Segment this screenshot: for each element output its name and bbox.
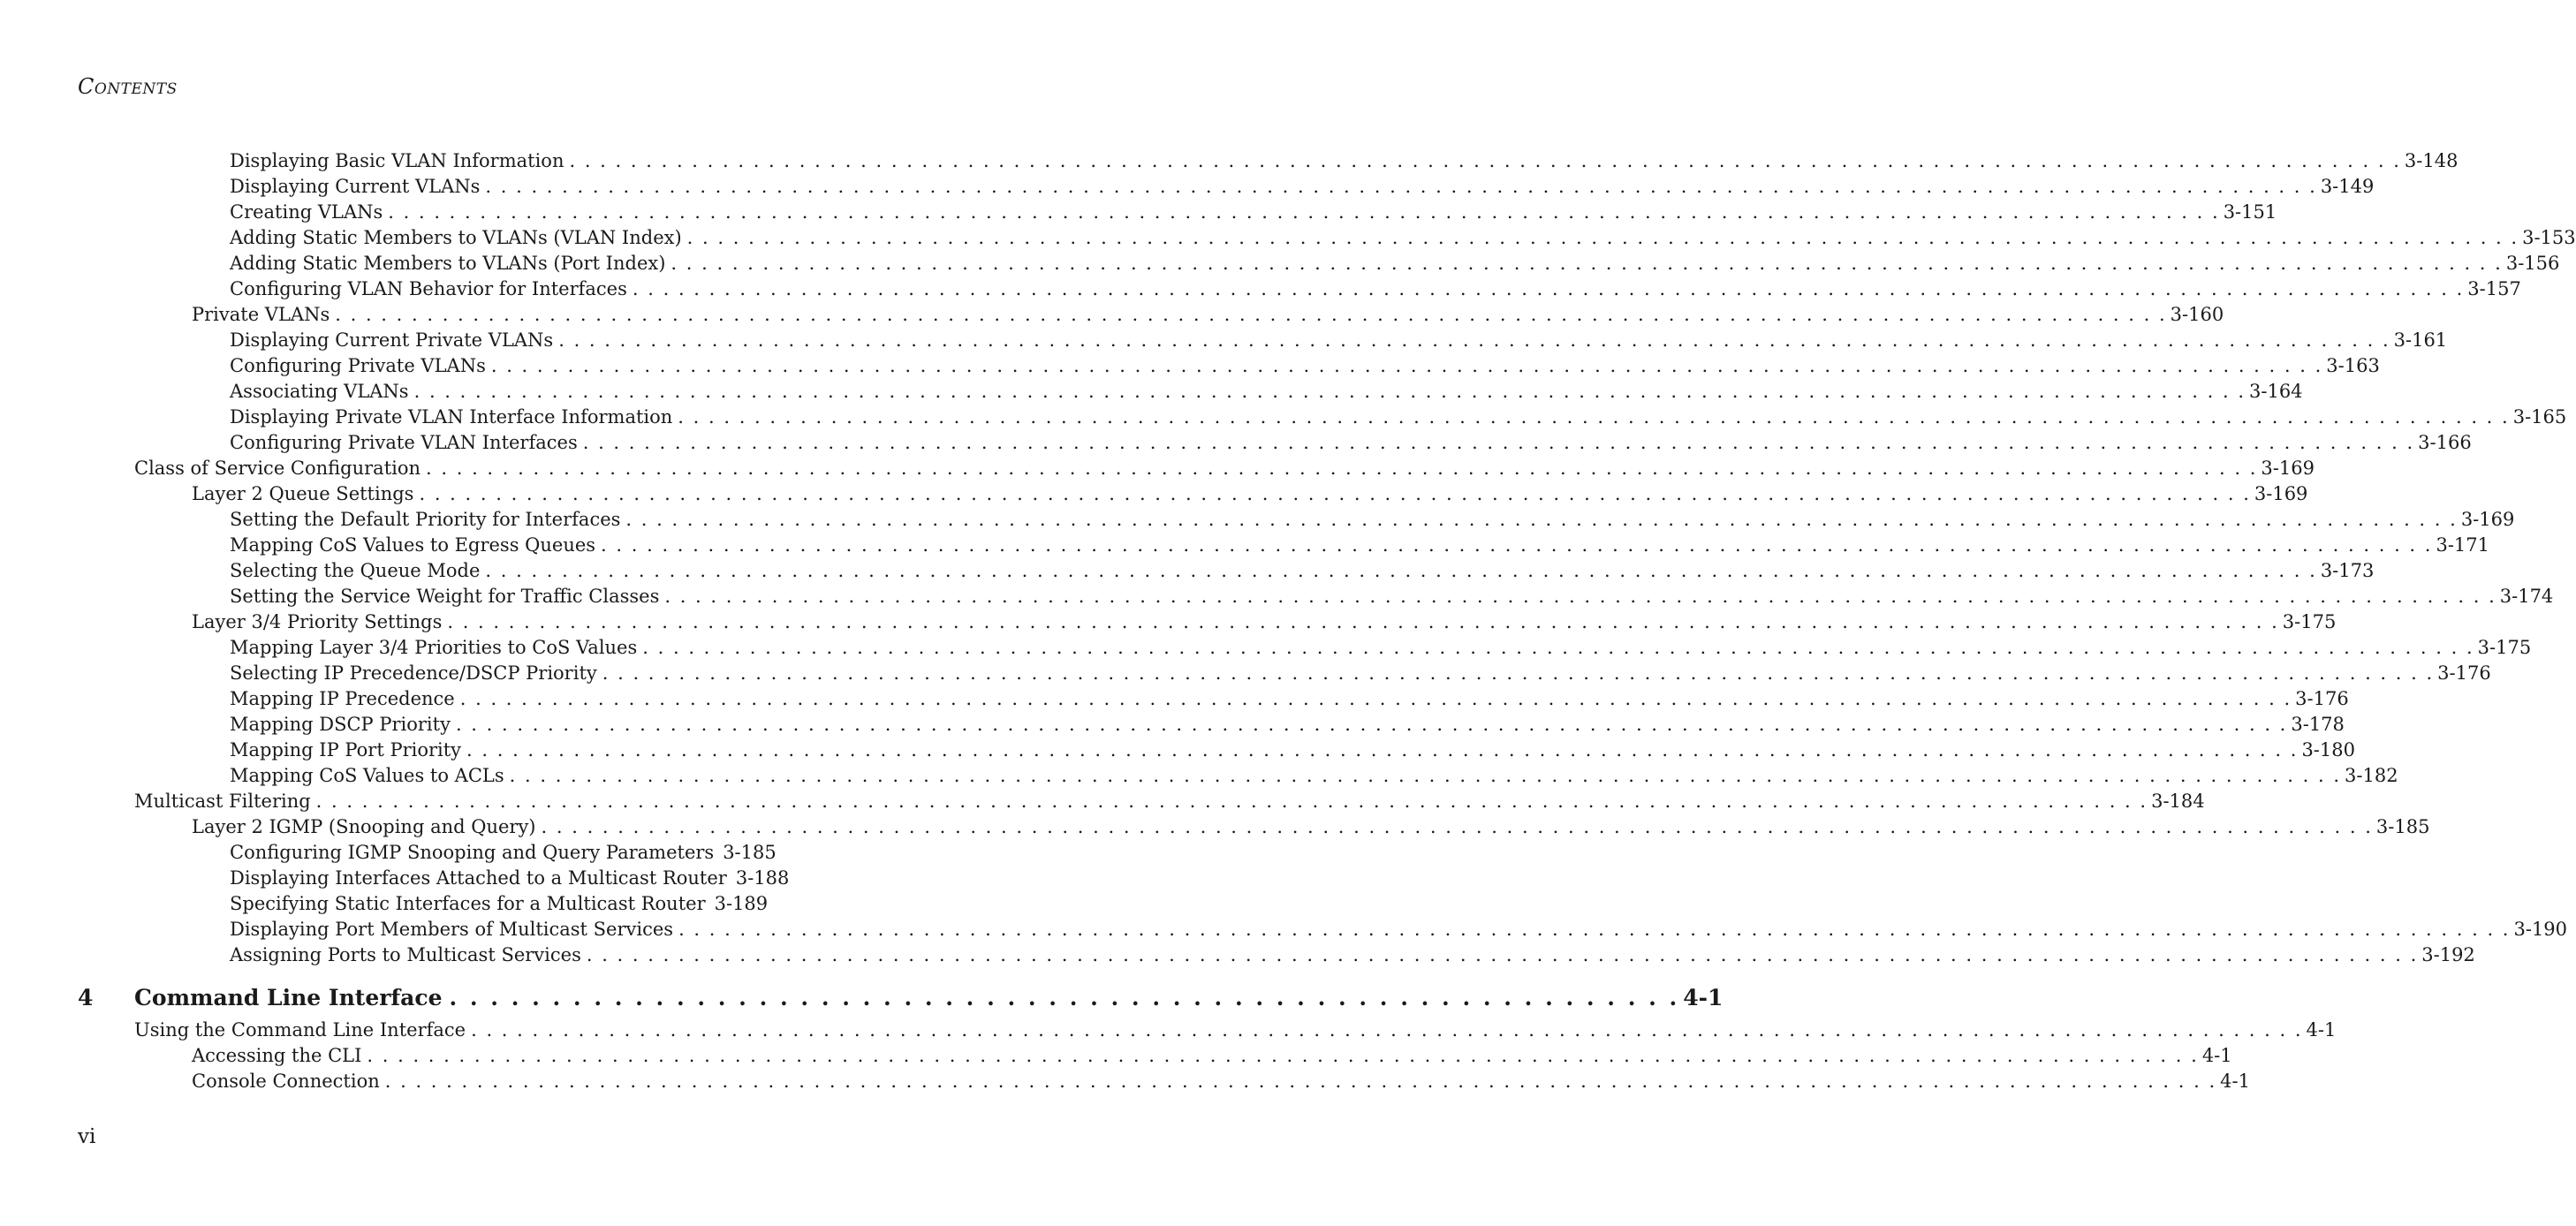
toc-entry[interactable] [192, 302, 2224, 328]
toc-entry[interactable] [192, 814, 2430, 840]
toc-entry-page: 3-169 [2254, 483, 2308, 504]
toc-entry[interactable] [230, 251, 2560, 276]
toc-entry[interactable] [230, 917, 2568, 942]
toc-entry[interactable] [134, 1018, 2337, 1043]
toc-entry-page: 3-173 [2320, 560, 2375, 581]
toc-entry-page: 3-163 [2326, 355, 2380, 376]
leader-dots: . . . . . . . . . . . . . . . . . . . . . . . . . . . . . . . . . . . . . . . . . . . . . . . . . . . . . . . . . . . . . . . . . . . . . . . . . . . . . . . . . . . . . . . . . . . . . . . . . . . . . . . . . . . . . . . . . . . . . . . . [485, 176, 2317, 197]
toc-entry-page: 3-171 [2436, 534, 2489, 556]
toc-entry[interactable] [230, 635, 2532, 661]
toc-entry-title: Layer 2 IGMP (Snooping and Query) [192, 816, 536, 837]
toc-entry-title: Displaying Current VLANs [230, 176, 481, 197]
leader-dots: . . . . . . . . . . . . . . . . . . . . . . . . . . . . . . . . . . . . . . . . . . . . . . . . . . . . . . . . . . . . . . . . . . . . . . . . . . . . . . . . . . . . . . . . . . . . . . . . . . . . . . . . . . . . . . . . . . . . . . . . [459, 688, 2292, 709]
toc-entry-page: 3-148 [2404, 150, 2459, 171]
toc-entry-title: Displaying Basic VLAN Information [230, 150, 564, 171]
leader-dots: . . . . . . . . . . . . . . . . . . . . . . . . . . . . . . . . . . . . . . . . . . . . . . . . . . . . . . . . . . . . . . . . . . . . . . . . . . . . . . . . . . . . . . . . . . . . . . . . . . . . . . . . . . . . . . . . . . . . . . . . [426, 458, 2258, 479]
leader-dots: . . . . . . . . . . . . . . . . . . . . . . . . . . . . . . . . . . . . . . . . . . . . . . . . . . . . . . . . . . . . . . . . . . . . . . . . . . . . . . . . . . . . . . . . . . . . . . . . . . . . . . . . . . . . . . . . . . . . . . . . [466, 739, 2299, 761]
toc-entry[interactable] [230, 891, 769, 917]
toc-entry[interactable] [230, 840, 777, 866]
toc-entry-title: Selecting IP Precedence/DSCP Priority [230, 662, 597, 684]
toc-entry-title: Displaying Current Private VLANs [230, 329, 554, 351]
toc-entry[interactable] [230, 200, 2277, 225]
toc-entry-page: 3-156 [2505, 253, 2560, 274]
leader-dots: . . . . . . . . . . . . . . . . . . . . . . . . . . . . . . . . . . . . . . . . . . . . . . . . . . . . . . . . . . . . . . . . . . . . . . . . . . . . . . . . . . . . . . . . . . . . . . . . . . . . . . . . . . . . . . . . . . . . . . . . [601, 534, 2433, 556]
leader-dots: . . . . . . . . . . . . . . . . . . . . . . . . . . . . . . . . . . . . . . . . . . . . . . . . . . . . . . . . . . . . . . . . . . . . . . . . . . . . . . . . . . . . . . . . . . . . . . . . . . . . . . . . . . . . . . . . . . . . . . . . [664, 586, 2496, 607]
toc-entry[interactable] [192, 1043, 2232, 1069]
toc-entry-page: 4-1 [2201, 1045, 2232, 1066]
page-number: vi [78, 1125, 96, 1148]
toc-entry-page: 3-175 [2477, 637, 2532, 658]
toc-entry-page: 3-188 [735, 867, 790, 889]
toc-entry-title: Displaying Port Members of Multicast Services [230, 919, 674, 940]
toc-entry[interactable] [230, 379, 2303, 405]
chapter-number: 4 [78, 985, 94, 1010]
toc-entry-title: Displaying Private VLAN Interface Information [230, 406, 673, 428]
toc-entry[interactable] [230, 353, 2380, 379]
toc-entry-title: Setting the Default Priority for Interfaces [230, 509, 621, 530]
toc-entry[interactable] [230, 507, 2515, 533]
toc-entry[interactable] [230, 866, 790, 891]
toc-entry-title: Configuring Private VLANs [230, 355, 486, 376]
toc-entry[interactable] [230, 661, 2491, 686]
toc-entry[interactable] [230, 174, 2375, 200]
leader-dots: . . . . . . . . . . . . . . . . . . . . . . . . . . . . . . . . . . . . . . . . . . . . . . . . . . . . . . . . . . . . . . . . . . . . . . . . . . . . . . . . . . . . . . . . . . . . . . . . . . . . . . . . . . . . . . . . . . . . . . . . [541, 816, 2373, 837]
leader-dots: . . . . . . . . . . . . . . . . . . . . . . . . . . . . . . . . . . . . . . . . . . . . . . . . . . . . . . . . . . . . . . . . . . . . . . . . . . . . . . . . . . . . . . . . . . . . . . . . . . . . . . . . . . . . . . . . . . . . . . . . [625, 509, 2458, 530]
toc-entry-page: 3-178 [2291, 714, 2345, 735]
toc-entry-page: 3-190 [2513, 919, 2568, 940]
toc-entry-page: 3-176 [2295, 688, 2349, 709]
leader-dots: . . . . . . . . . . . . . . . . . . . . . . . . . . . . . . . . . . . . . . . . . . . . . . . . . . . . . . . . . . . . . . . . . . . . . . . . . . . . . . . . . . . . . . . . . . . . . . . . . . . . . . . . . . . . . . . . . . . . . . . . [388, 201, 2220, 223]
toc-entry-title: Configuring IGMP Snooping and Query Parameters [230, 842, 715, 863]
toc-entry-page: 3-164 [2249, 381, 2303, 402]
leader-dots: . . . . . . . . . . . . . . . . . . . . . . . . . . . . . . . . . . . . . . . . . . . . . . . . . . . . . . . . . . . . . . . . . . . . . . . . . . . . . . . . . . . . . . . . . . . . . . . . . . . . . . . . . . . . . . . . . . . . . . . . [582, 432, 2415, 453]
toc-entry-title: Creating VLANs [230, 201, 383, 223]
toc-entry-title: Accessing the CLI [192, 1045, 362, 1066]
leader-dots: . . . . . . . . . . . . . . . . . . . . . . . . . . . . . . . . . . . . . . . . . . . . . . . . . . . . . . . . . . . . . . . . . . . . . . . . . . . . . . . . . . . . . . . . . . . . . . . . . . . . . . . . . . . . . . . . . . . . . . . . [671, 253, 2503, 274]
leader-dots: . . . . . . . . . . . . . . . . . . . . . . . . . . . . . . . . . . . . . . . . . . . . . . . . . . . . . . . . . . . . . . . . . . . . . . . . . . . . . . . . . . . . . . . . . . . . . . . . . . . . . . . . . . . . . . . . . . . . . . . . [367, 1045, 2199, 1066]
toc-entry-page: 3-169 [2261, 458, 2315, 479]
toc-entry-page: 3-189 [714, 893, 769, 914]
toc-entry[interactable] [230, 225, 2576, 251]
running-header [78, 74, 178, 99]
toc-entry-page: 3-160 [2170, 304, 2224, 325]
toc-entry-title: Displaying Interfaces Attached to a Multicast Router [230, 867, 727, 889]
leader-dots: . . . . . . . . . . . . . . . . . . . . . . . . . . . . . . . . . . . . . . . . . . . . . . . . . . . . . . . . . . . . . . . . . . . . . . . . . . . . . . . . . . . . . . . . . . . . . . . . . . . . . . . . . . . . . . . . . . . . . . . . [471, 1019, 2303, 1041]
header-rest: ONTENTS [94, 80, 178, 98]
toc-entry-page: 3-192 [2421, 944, 2475, 965]
toc-entry-page: 3-157 [2467, 278, 2521, 299]
toc-entry[interactable] [192, 609, 2337, 635]
toc-entry-title: Mapping IP Port Priority [230, 739, 462, 761]
toc-entry-title: Configuring Private VLAN Interfaces [230, 432, 578, 453]
header-initial: C [78, 74, 95, 99]
toc-entry[interactable] [230, 328, 2448, 353]
toc-entry-title: Private VLANs [192, 304, 330, 325]
toc-entry[interactable] [134, 456, 2315, 481]
toc-entry-page: 3-175 [2282, 611, 2337, 632]
toc-entry-title: Layer 3/4 Priority Settings [192, 611, 443, 632]
toc-entry-page: 3-185 [723, 842, 777, 863]
toc-entry[interactable] [230, 148, 2459, 174]
leader-dots: . . . . . . . . . . . . . . . . . . . . . . . . . . . . . . . . . . . . . . . . . . . . . . . . . . . . . . . . . . . . . . . . . . . . . . . . . . . . . . . . . . . . . . . . . . . . . . . . . . . . . . . . . . . . . . . . . . . . . . . . [335, 304, 2167, 325]
toc-entry-page: 3-180 [2301, 739, 2355, 761]
toc-entry-page: 3-176 [2437, 662, 2491, 684]
toc-entry-page: 3-182 [2345, 765, 2398, 786]
toc-entry[interactable] [230, 686, 2349, 712]
leader-dots: . . . . . . . . . . . . . . . . . . . . . . . . . . . . . . . . . . . . . . . . . . . . . . . . . . . . . . . . . . . . . . . . . . . . . . . . . . . . . . . . . . . . . . . . . . . . . . . . . . . . . . . . . . . . . . . . . . . . . . . . [490, 355, 2323, 376]
leader-dots: . . . . . . . . . . . . . . . . . . . . . . . . . . . . . . . . . . . . . . . . . . . . . . . . . . . . . . . . . . . . . . . . . . . . . . . . . . . . . . . . . . . . . . . . . . . . . . . . . . . . . . . . . . . . . . . . . . . . . . . . [569, 150, 2401, 171]
toc-entry[interactable] [134, 789, 2205, 814]
toc-entry-page: 3-149 [2320, 176, 2375, 197]
toc-entry[interactable] [230, 712, 2345, 738]
leader-dots: . . . . . . . . . . . . . . . . . . . . . . . . . . . . . . . . . . . . . . . . . . . . . . . . . . . . . . . . . . . . . . . . . . . . . . . . . . . . . . . . . . . . . . . . . . . . . . . . . . . . . . . . . . . . . . . . . . . . . . . . [384, 1071, 2217, 1092]
toc-entry-page: 3-165 [2512, 406, 2567, 428]
leader-dots: . . . . . . . . . . . . . . . . . . . . . . . . . . . . . . . . . . . . . . . . . . . . . . . . . . . . . . . . . . . . . . . . . . . . . . . . . . . . . . . . . . . . . . . . . . . . . . . . . . . . . . . . . . . . . . . . . . . . . . . . [678, 406, 2510, 428]
leader-dots: . . . . . . . . . . . . . . . . . . . . . . . . . . . . . . . . . . . . . . . . . . . . . . . . . . . . . . . . . . . . . . . . . . . . . . . . . . . . . . . . . . . . . . . . . . . . . . . . . . . . . . . . . . . . . . . . . . . . . . . . [447, 611, 2279, 632]
toc-entry-title: Specifying Static Interfaces for a Multicast Router [230, 893, 706, 914]
toc-entry-page: 3-161 [2393, 329, 2448, 351]
toc-entry-title: Assigning Ports to Multicast Services [230, 944, 581, 965]
chapter-title: Command Line Interface [134, 985, 443, 1010]
toc-entry-page: 3-153 [2522, 227, 2576, 248]
toc-entry-title: Adding Static Members to VLANs (VLAN Index) [230, 227, 682, 248]
toc-entry-title: Configuring VLAN Behavior for Interfaces [230, 278, 627, 299]
leader-dots: . . . . . . . . . . . . . . . . . . . . . . . . . . . . . . . . . . . . . . . . . . . . . . . . . . . . . . . . . . . . . . . . . . . . . . . . . . . . . . . . . . . . . . . . . . . . . . . . . . . . . . . . . . . . . . . . . . . . . . . . [413, 381, 2246, 402]
leader-dots: . . . . . . . . . . . . . . . . . . . . . . . . . . . . . . . . . . . . . . . . . . . . . . . . . . . . . . . . . . . . . . . . . . . . . . . . . . . . . . . . . . . . . . . . . . . . . . . . . . . . . . . . . . . . . . . . . . . . . . . . [686, 227, 2519, 248]
leader-dots: . . . . . . . . . . . . . . . . . . . . . . . . . . . . . . . . . . . . . . . . . . . . . . . . . . . . . . . . . . . . . . . . . . . . . . . . . . . . . . . . . . . . . . . . . . . . . . . . . . . . . . . . . . . . . . . . . . . . . . . . [455, 714, 2288, 735]
toc-entry[interactable] [230, 763, 2398, 789]
toc-entry-page: 4-1 [2306, 1019, 2337, 1041]
toc-entry-page: 3-185 [2375, 816, 2430, 837]
leader-dots: . . . . . . . . . . . . . . . . . . . . . . . . . . . . . . . . . . . . . . . . . . . . . . . . . . . . . . . . . . . . . . . . . . . . . . . . . . . . . . . . . . . . . . . . . . . . . . . . . . . . . . . . . . . . . . . . . . . . . . . . [419, 483, 2251, 504]
toc-entry-page: 3-166 [2418, 432, 2472, 453]
leader-dots: . . . . . . . . . . . . . . . . . . . . . . . . . . . . . . . . . . . . . . . . . . . . . . . . . . . . . . . . . . . . . . . . . . . . . . . . . . . . . . . . . . . . . . . . . . . . . . . . . . . . . . . . . . . . . . . . . . . . . . . . [642, 637, 2474, 658]
toc-entry-title: Adding Static Members to VLANs (Port Index) [230, 253, 666, 274]
leader-dots: . . . . . . . . . . . . . . . . . . . . . . . . . . . . . . . . . . . . . . . . . . . . . . . . . . . . . . . . . . . . . . . . . . . . . . . . . . . . . . . . . . . . . . . . . . . . . . . . . . . . . . . . . . . . . . . . . . . . . . . . [602, 662, 2435, 684]
toc-entry[interactable] [230, 584, 2554, 609]
leader-dots: . . . . . . . . . . . . . . . . . . . . . . . . . . . . . . . . . . . . . . . . . . . . . . . . . . . . . . . . . . . . . . . . . . . . . . . . . . . . . . . . . . . . . . . . . . . . . . . . . . . . . . . . . . . . . . . . . . . . . . . . [485, 560, 2317, 581]
toc-entry-title: Setting the Service Weight for Traffic Classes [230, 586, 660, 607]
toc-entry-page: 3-169 [2460, 509, 2515, 530]
toc-entry[interactable] [230, 405, 2567, 430]
toc-entry[interactable] [230, 558, 2375, 584]
leader-dots: . . . . . . . . . . . . . . . . . . . . . . . . . . . . . . . . . . . . . . . . . . . . . . . . . . . . . . . . . . . . . . . . . . . . . . . . . . . . . . . . . . . . . . . . . . . . . . . . . . . . . . . . . . . . . . . . . . . . . . . . [632, 278, 2465, 299]
toc-entry-title: Associating VLANs [230, 381, 409, 402]
leader-dots: . . . . . . . . . . . . . . . . . . . . . . . . . . . . . . . . . . . . . . . . . . . . . . . . . . . . . . . . . . . . . . . . . . . . . . . . . . . . . . . . . . . . . . . . . . . . . . . . . . . . . . . . . . . . . . . . . . . . . . . . [315, 791, 2148, 812]
toc-entry-title: Selecting the Queue Mode [230, 560, 481, 581]
toc-entry-title: Mapping IP Precedence [230, 688, 455, 709]
toc-entry[interactable] [192, 481, 2308, 507]
leader-dots: . . . . . . . . . . . . . . . . . . . . . . . . . . . . . . . . . . . . . . . . . . . . . . . . . . . . . . . . . . . . . . . . . . . . . . . . . . . . . . . . . . . . . . . . . . . . . . . . . . . . . . . . . . . . . . . . . . . . . . . . [558, 329, 2390, 351]
toc-entry[interactable] [192, 1069, 2250, 1094]
toc-entry-page: 3-174 [2499, 586, 2554, 607]
toc-entry-title: Layer 2 Queue Settings [192, 483, 414, 504]
chapter-heading[interactable] [78, 982, 1724, 1014]
toc-entry[interactable] [230, 942, 2475, 968]
toc-entry-title: Multicast Filtering [134, 791, 311, 812]
toc-entry-title: Mapping Layer 3/4 Priorities to CoS Values [230, 637, 638, 658]
leader-dots: . . . . . . . . . . . . . . . . . . . . . . . . . . . . . . . . . . . . . . . . . . . . . . . . . . . . . . . . . . . . [449, 985, 1680, 1010]
toc-entry-title: Class of Service Configuration [134, 458, 421, 479]
leader-dots: . . . . . . . . . . . . . . . . . . . . . . . . . . . . . . . . . . . . . . . . . . . . . . . . . . . . . . . . . . . . . . . . . . . . . . . . . . . . . . . . . . . . . . . . . . . . . . . . . . . . . . . . . . . . . . . . . . . . . . . . [678, 919, 2511, 940]
toc-entry-title: Using the Command Line Interface [134, 1019, 466, 1041]
toc-entry-title: Mapping CoS Values to Egress Queues [230, 534, 596, 556]
toc-entry-title: Mapping DSCP Priority [230, 714, 451, 735]
toc-entry-title: Console Connection [192, 1071, 380, 1092]
leader-dots: . . . . . . . . . . . . . . . . . . . . . . . . . . . . . . . . . . . . . . . . . . . . . . . . . . . . . . . . . . . . . . . . . . . . . . . . . . . . . . . . . . . . . . . . . . . . . . . . . . . . . . . . . . . . . . . . . . . . . . . . [509, 765, 2342, 786]
leader-dots: . . . . . . . . . . . . . . . . . . . . . . . . . . . . . . . . . . . . . . . . . . . . . . . . . . . . . . . . . . . . . . . . . . . . . . . . . . . . . . . . . . . . . . . . . . . . . . . . . . . . . . . . . . . . . . . . . . . . . . . . [586, 944, 2419, 965]
toc-entry[interactable] [230, 738, 2355, 763]
toc-entry-page: 3-184 [2151, 791, 2205, 812]
toc-entry-title: Mapping CoS Values to ACLs [230, 765, 504, 786]
toc-entry[interactable] [230, 276, 2521, 302]
toc-entry-page: 4-1 [2220, 1071, 2250, 1092]
toc-entry[interactable] [230, 430, 2472, 456]
toc-entry-page: 3-151 [2223, 201, 2277, 223]
toc-entry[interactable] [230, 533, 2489, 558]
chapter-page: 4-1 [1683, 985, 1724, 1010]
